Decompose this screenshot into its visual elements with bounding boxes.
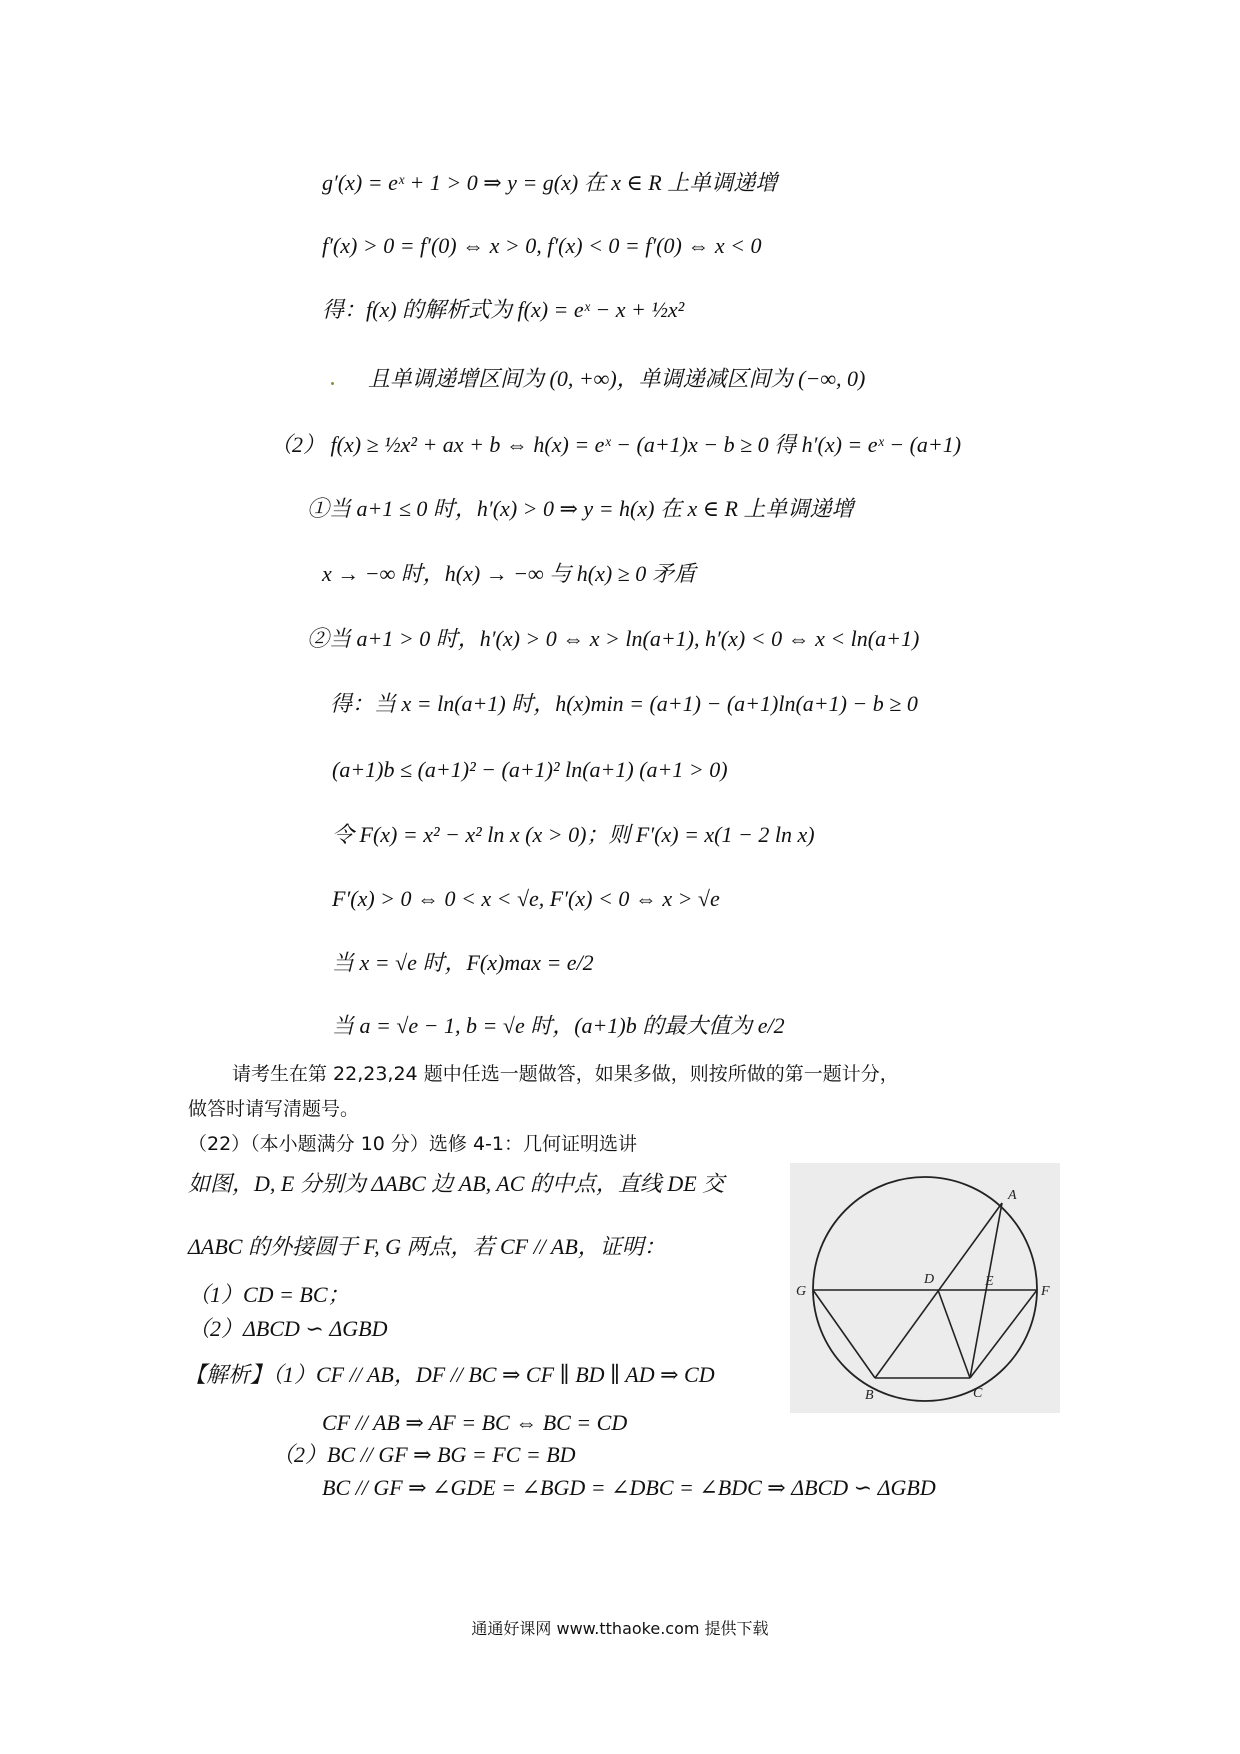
text-line-9: 得：当 x = ln(a+1) 时，h(x)min = (a+1) − (a+1)ln(a+1) − b ≥ 0 — [330, 691, 918, 716]
label-D: D — [924, 1272, 935, 1287]
text-line-7: x → −∞ 时，h(x) → −∞ 与 h(x) ≥ 0 矛盾 — [322, 561, 696, 586]
label-C: C — [973, 1386, 983, 1401]
text-line-17: （22）（本小题满分 10 分）选修 4-1：几何证明选讲 — [188, 1133, 638, 1155]
text-line-8: ②当 a+1 > 0 时，h′(x) > 0 ⇔ x > ln(a+1), h′(x) < 0 ⇔ x < ln(a+1) — [307, 626, 920, 651]
label-F: F — [1041, 1284, 1050, 1299]
text-line-23: CF // AB ⇒ AF = BC ⇔ BC = CD — [322, 1410, 628, 1435]
text-line-10: (a+1)b ≤ (a+1)² − (a+1)² ln(a+1) (a+1 > 0) — [332, 757, 728, 782]
text-line-21: （2）ΔBCD ∽ ΔGBD — [188, 1316, 388, 1341]
label-G: G — [796, 1284, 807, 1299]
text-line-18: 如图，D, E 分别为 ΔABC 边 AB, AC 的中点，直线 DE 交 — [188, 1171, 725, 1196]
text-line-19: ΔABC 的外接圆于 F, G 两点，若 CF // AB，证明： — [188, 1234, 666, 1259]
text-line-20: （1）CD = BC； — [188, 1282, 350, 1307]
text-line-1: g′(x) = eˣ + 1 > 0 ⇒ y = g(x) 在 x ∈ R 上单调递增 — [322, 170, 778, 195]
text-line-24: （2）BC // GF ⇒ BG = FC = BD — [272, 1442, 576, 1467]
text-line-3: 得：f(x) 的解析式为 f(x) = eˣ − x + ½x² — [322, 297, 685, 322]
circle-diagram — [790, 1163, 1060, 1413]
text-line-11: 令 F(x) = x² − x² ln x (x > 0)；则 F′(x) = x(1 − 2 ln x) — [332, 822, 815, 847]
text-line-15: 请考生在第 22,23,24 题中任选一题做答，如果多做，则按所做的第一题计分， — [232, 1063, 899, 1085]
label-B: B — [865, 1388, 874, 1403]
text-line-5: （2） f(x) ≥ ½x² + ax + b ⇔ h(x) = eˣ − (a+1)x − b ≥ 0 得 h′(x) = eˣ − (a+1) — [270, 432, 962, 457]
label-E: E — [985, 1274, 994, 1289]
text-line-6: ①当 a+1 ≤ 0 时，h′(x) > 0 ⇒ y = h(x) 在 x ∈ R 上单调递增 — [307, 496, 854, 521]
circumcircle — [813, 1177, 1037, 1401]
label-A: A — [1008, 1188, 1017, 1203]
text-line-2: f′(x) > 0 = f′(0) ⇔ x > 0, f′(x) < 0 = f′(0) ⇔ x < 0 — [322, 233, 762, 258]
text-line-12: F′(x) > 0 ⇔ 0 < x < √e, F′(x) < 0 ⇔ x > √e — [332, 886, 720, 911]
text-line-14: 当 a = √e − 1, b = √e 时，(a+1)b 的最大值为 e/2 — [332, 1013, 785, 1038]
text-line-13: 当 x = √e 时，F(x)max = e/2 — [332, 950, 594, 975]
text-line-4: 且单调递增区间为 (0, +∞)，单调递减区间为 (−∞, 0) — [368, 366, 866, 391]
stray-mark — [331, 382, 334, 385]
text-line-22: 【解析】（1）CF // AB，DF // BC ⇒ CF ∥ BD ∥ AD ⇒ CD — [184, 1362, 715, 1387]
text-line-25: BC // GF ⇒ ∠GDE = ∠BGD = ∠DBC = ∠BDC ⇒ ΔBCD ∽ ΔGBD — [322, 1475, 936, 1500]
geometry-figure — [790, 1163, 1060, 1413]
line-DC — [938, 1290, 970, 1378]
page-footer: 通通好课网 www.tthaoke.com 提供下载 — [471, 1619, 769, 1638]
text-line-16: 做答时请写清题号。 — [188, 1098, 360, 1120]
